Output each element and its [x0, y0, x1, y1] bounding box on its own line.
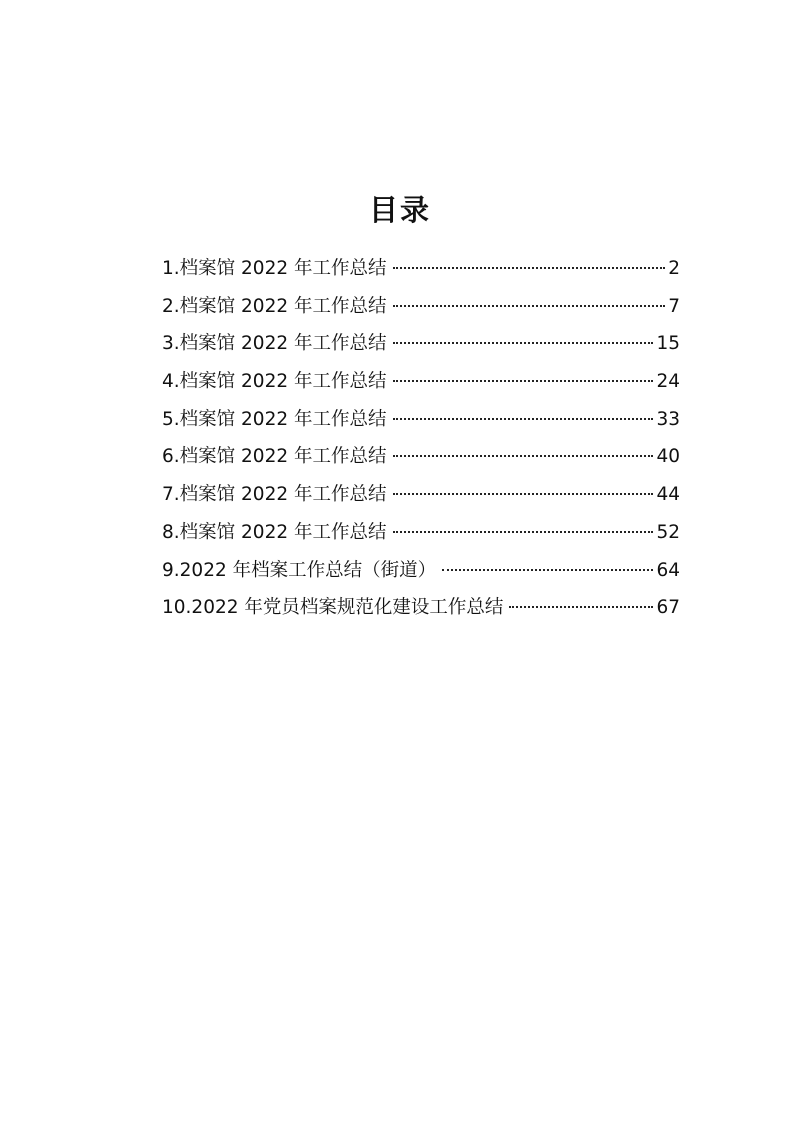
toc-entry-title: 7.档案馆 2022 年工作总结 — [162, 484, 387, 506]
toc-entry[interactable] — [162, 363, 680, 401]
dot-leader — [393, 531, 654, 533]
toc-entry[interactable] — [162, 552, 680, 590]
toc-entry-title: 4.档案馆 2022 年工作总结 — [162, 371, 387, 393]
dot-leader — [393, 267, 666, 269]
toc-entry[interactable] — [162, 476, 680, 514]
toc-entry[interactable] — [162, 288, 680, 326]
toc-entry-page: 33 — [656, 408, 680, 430]
toc-entry-page: 44 — [656, 484, 680, 506]
toc-entry[interactable] — [162, 325, 680, 363]
toc-entry-page: 2 — [668, 258, 680, 279]
toc-entry-page: 40 — [656, 446, 680, 468]
toc-entry[interactable] — [162, 401, 680, 439]
dot-leader — [393, 342, 654, 344]
toc-entry-title: 5.档案馆 2022 年工作总结 — [162, 408, 387, 430]
dot-leader — [393, 305, 666, 307]
dot-leader — [393, 455, 654, 457]
dot-leader — [393, 493, 654, 495]
toc-entry-title: 8.档案馆 2022 年工作总结 — [162, 521, 387, 543]
toc-entry-page: 67 — [656, 597, 680, 619]
toc-entry[interactable] — [162, 438, 680, 476]
dot-leader — [442, 569, 653, 571]
toc-entry-title: 6.档案馆 2022 年工作总结 — [162, 446, 387, 468]
toc-entry-page: 24 — [656, 371, 680, 393]
toc-list — [162, 250, 680, 627]
toc-entry-title: 9.2022 年档案工作总结（街道） — [162, 559, 437, 581]
toc-title: 目录 — [368, 193, 431, 227]
toc-entry-title: 2.档案馆 2022 年工作总结 — [162, 295, 387, 317]
toc-entry-title: 1.档案馆 2022 年工作总结 — [162, 258, 387, 279]
toc-entry-page: 64 — [656, 559, 680, 581]
toc-entry-page: 52 — [656, 521, 680, 543]
dot-leader — [509, 606, 653, 608]
dot-leader — [393, 418, 654, 420]
toc-entry-page: 15 — [656, 333, 680, 355]
toc-entry-page: 7 — [668, 295, 680, 317]
toc-entry[interactable] — [162, 250, 680, 288]
toc-entry[interactable] — [162, 514, 680, 552]
toc-entry-title: 3.档案馆 2022 年工作总结 — [162, 333, 387, 355]
dot-leader — [393, 380, 654, 382]
toc-entry-title: 10.2022 年党员档案规范化建设工作总结 — [162, 597, 504, 619]
toc-entry[interactable] — [162, 589, 680, 627]
